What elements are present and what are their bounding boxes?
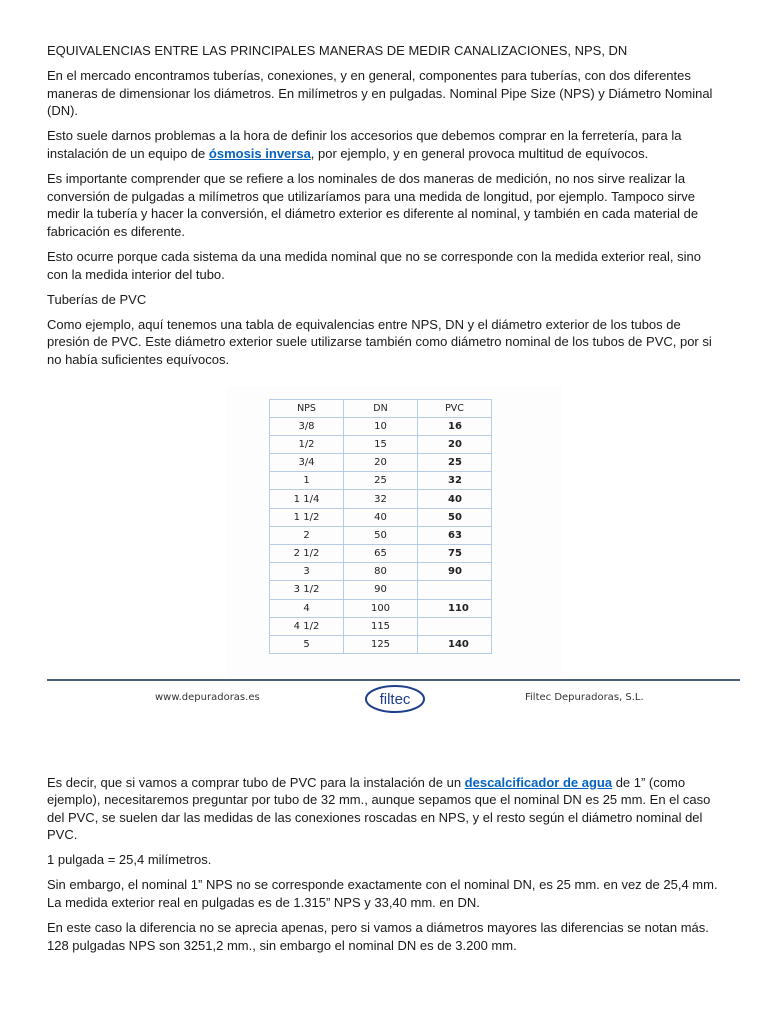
cell-pvc bbox=[418, 617, 492, 635]
table-image bbox=[227, 386, 562, 676]
table-row bbox=[270, 581, 492, 599]
conversion-paragraph: Es importante comprender que se refiere a los nominales de dos maneras de medición, no nos sirve realizar la conversión de pulgadas a milímetros que utilizaríamos para una medida de longitud, por ejemplo. Tampoco sirve medir la tubería y hacer la conversión, el diámetro exterior es diferente al nominal, y también en cada material de fabricación es diferente. bbox=[47, 171, 699, 239]
cell-pvc: 63 bbox=[418, 526, 492, 544]
footer-website: www.depuradoras.es bbox=[155, 691, 260, 703]
text-span: , por ejemplo, y en general provoca multitud de equívocos. bbox=[310, 145, 649, 161]
header-nps: NPS bbox=[270, 399, 344, 417]
cell-pvc: 75 bbox=[418, 545, 492, 563]
cell-dn: 65 bbox=[344, 545, 418, 563]
footer-company: Filtec Depuradoras, S.L. bbox=[525, 691, 644, 703]
cell-nps: 4 1/2 bbox=[270, 617, 344, 635]
cell-nps: 1/2 bbox=[270, 435, 344, 453]
intro-paragraph: En el mercado encontramos tuberías, conexiones, y en general, componentes para tuberías, con dos diferentes maneras de dimensionar los diámetros. En milímetros y en pulgadas. Nominal Pipe Size (NPS) y Diámetro Nominal (DN). bbox=[47, 68, 713, 119]
table-row bbox=[270, 454, 492, 472]
table-row bbox=[270, 545, 492, 563]
cell-pvc: 50 bbox=[418, 508, 492, 526]
cell-nps: 2 bbox=[270, 526, 344, 544]
table-row bbox=[270, 490, 492, 508]
cell-dn: 20 bbox=[344, 454, 418, 472]
cell-pvc: 40 bbox=[418, 490, 492, 508]
cell-nps: 2 1/2 bbox=[270, 545, 344, 563]
logo-text: filtec bbox=[379, 690, 411, 708]
table-row bbox=[270, 472, 492, 490]
cell-pvc bbox=[418, 581, 492, 599]
text-span: Es decir, que si vamos a comprar tubo de PVC para la instalación de un bbox=[47, 774, 465, 790]
cell-pvc: 90 bbox=[418, 563, 492, 581]
cell-nps: 5 bbox=[270, 635, 344, 653]
cell-dn: 15 bbox=[344, 435, 418, 453]
table-row bbox=[270, 526, 492, 544]
table-row bbox=[270, 417, 492, 435]
cell-nps: 3/4 bbox=[270, 454, 344, 472]
cell-dn: 80 bbox=[344, 563, 418, 581]
cell-dn: 10 bbox=[344, 417, 418, 435]
table-header-row bbox=[270, 399, 492, 417]
cell-pvc: 140 bbox=[418, 635, 492, 653]
cell-nps: 1 1/4 bbox=[270, 490, 344, 508]
difference-paragraph: En este caso la diferencia no se aprecia apenas, pero si vamos a diámetros mayores las diferencias se notan más. 128 pulgadas NPS son 3251,2 mm., sin embargo el nominal DN es de 3.200 mm. bbox=[47, 920, 709, 953]
example-paragraph: Como ejemplo, aquí tenemos una tabla de equivalencias entre NPS, DN y el diámetro exterior de los tubos de presión de PVC. Este diámetro exterior suele utilizarse también como diámetro nominal de los tubos de PVC, por si no había suficientes equívocos. bbox=[47, 316, 712, 367]
document-body bbox=[47, 42, 722, 962]
osmosis-inversa-link[interactable]: ósmosis inversa bbox=[208, 145, 311, 161]
cell-dn: 50 bbox=[344, 526, 418, 544]
table-row bbox=[270, 508, 492, 526]
table-row bbox=[270, 599, 492, 617]
equivalence-table-figure bbox=[47, 380, 722, 733]
filtec-logo bbox=[364, 684, 426, 714]
nominal-paragraph: Esto ocurre porque cada sistema da una medida nominal que no se corresponde con la medida exterior real, sino con la medida interior del tubo. bbox=[47, 248, 701, 282]
descalcificador-link[interactable]: descalcificador de agua bbox=[464, 774, 613, 790]
cell-nps: 3/8 bbox=[270, 417, 344, 435]
cell-nps: 4 bbox=[270, 599, 344, 617]
cell-dn: 115 bbox=[344, 617, 418, 635]
text-span: de 1” (como ejemplo), necesitaremos preguntar por tubo de 32 mm., aunque sepamos que el nominal DN es 25 mm. En el caso del PVC, se suelen dar las medidas de las conexiones roscadas en NPS, y el resto según el diámetro nominal del PVC. bbox=[47, 774, 711, 843]
header-dn: DN bbox=[344, 399, 418, 417]
cell-dn: 25 bbox=[344, 472, 418, 490]
cell-nps: 3 1/2 bbox=[270, 581, 344, 599]
cell-pvc: 25 bbox=[418, 454, 492, 472]
problems-paragraph bbox=[47, 127, 722, 162]
purchase-paragraph bbox=[47, 774, 722, 844]
cell-nps: 1 1/2 bbox=[270, 508, 344, 526]
document-heading: EQUIVALENCIAS ENTRE LAS PRINCIPALES MANERAS DE MEDIR CANALIZACIONES, NPS, DN bbox=[47, 43, 628, 58]
cell-nps: 1 bbox=[270, 472, 344, 490]
pvc-subheading: Tuberías de PVC bbox=[47, 291, 147, 307]
cell-pvc: 110 bbox=[418, 599, 492, 617]
cell-dn: 90 bbox=[344, 581, 418, 599]
equivalence-table bbox=[269, 399, 492, 655]
text-span: Esto suele darnos problemas a la hora de definir los accesorios que debemos comprar en la ferretería, para la instalación de un equipo de bbox=[47, 128, 682, 161]
cell-pvc: 20 bbox=[418, 435, 492, 453]
table-row bbox=[270, 563, 492, 581]
inch-definition: 1 pulgada = 25,4 milímetros. bbox=[47, 852, 212, 868]
table-row bbox=[270, 617, 492, 635]
table-row bbox=[270, 435, 492, 453]
cell-pvc: 16 bbox=[418, 417, 492, 435]
cell-nps: 3 bbox=[270, 563, 344, 581]
header-pvc: PVC bbox=[418, 399, 492, 417]
nominal-comparison-paragraph: Sin embargo, el nominal 1” NPS no se corresponde exactamente con el nominal DN, es 25 mm. en vez de 25,4 mm. La medida exterior real en pulgadas es de 1.315” NPS y 33,40 mm. en DN. bbox=[47, 877, 718, 911]
table-row bbox=[270, 635, 492, 653]
cell-dn: 100 bbox=[344, 599, 418, 617]
footer-divider bbox=[47, 679, 740, 681]
cell-dn: 40 bbox=[344, 508, 418, 526]
cell-pvc: 32 bbox=[418, 472, 492, 490]
cell-dn: 125 bbox=[344, 635, 418, 653]
cell-dn: 32 bbox=[344, 490, 418, 508]
